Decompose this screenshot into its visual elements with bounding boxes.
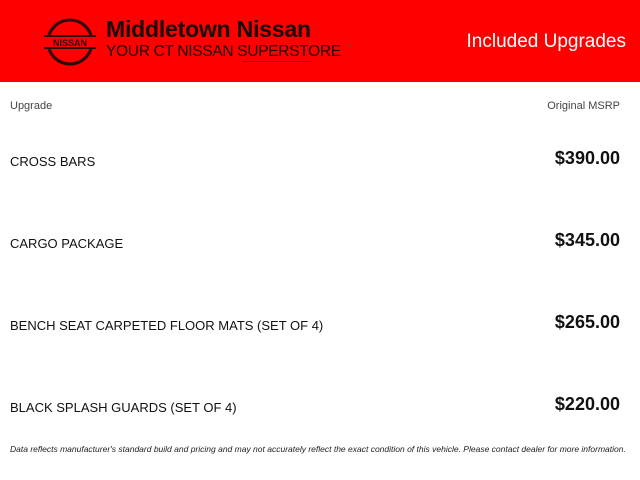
- dealer-tagline: YOUR CT NISSAN SUPERSTORE: [106, 43, 341, 60]
- logo-wordmark: NISSAN: [52, 38, 88, 48]
- upgrade-price: $390.00: [554, 148, 620, 168]
- upgrade-price: $265.00: [554, 312, 620, 332]
- column-header-upgrade: Upgrade: [10, 100, 53, 112]
- upgrade-name: BLACK SPLASH GUARDS (SET OF 4): [10, 400, 237, 415]
- upgrade-name: CARGO PACKAGE: [10, 236, 124, 251]
- page-title: Included Upgrades: [466, 31, 626, 52]
- dealer-name: Middletown Nissan: [106, 16, 311, 42]
- upgrade-price: $345.00: [554, 230, 620, 250]
- table-row: [0, 228, 640, 258]
- column-header-msrp: Original MSRP: [547, 100, 620, 112]
- table-row: [0, 392, 640, 422]
- header-banner: [0, 0, 640, 82]
- upgrade-price: $220.00: [554, 394, 620, 414]
- nissan-logo-icon: [42, 16, 98, 72]
- table-row: [0, 146, 640, 176]
- upgrade-name: CROSS BARS: [10, 154, 96, 169]
- tagline-underline: [242, 61, 312, 62]
- disclaimer-text: Data reflects manufacturer's standard build and pricing and may not accurately reflect the exact condition of this vehicle. Please contact dealer for more information.: [10, 444, 626, 454]
- table-row: [0, 310, 640, 340]
- dealer-logo[interactable]: [42, 16, 341, 72]
- upgrade-name: BENCH SEAT CARPETED FLOOR MATS (SET OF 4): [10, 318, 324, 333]
